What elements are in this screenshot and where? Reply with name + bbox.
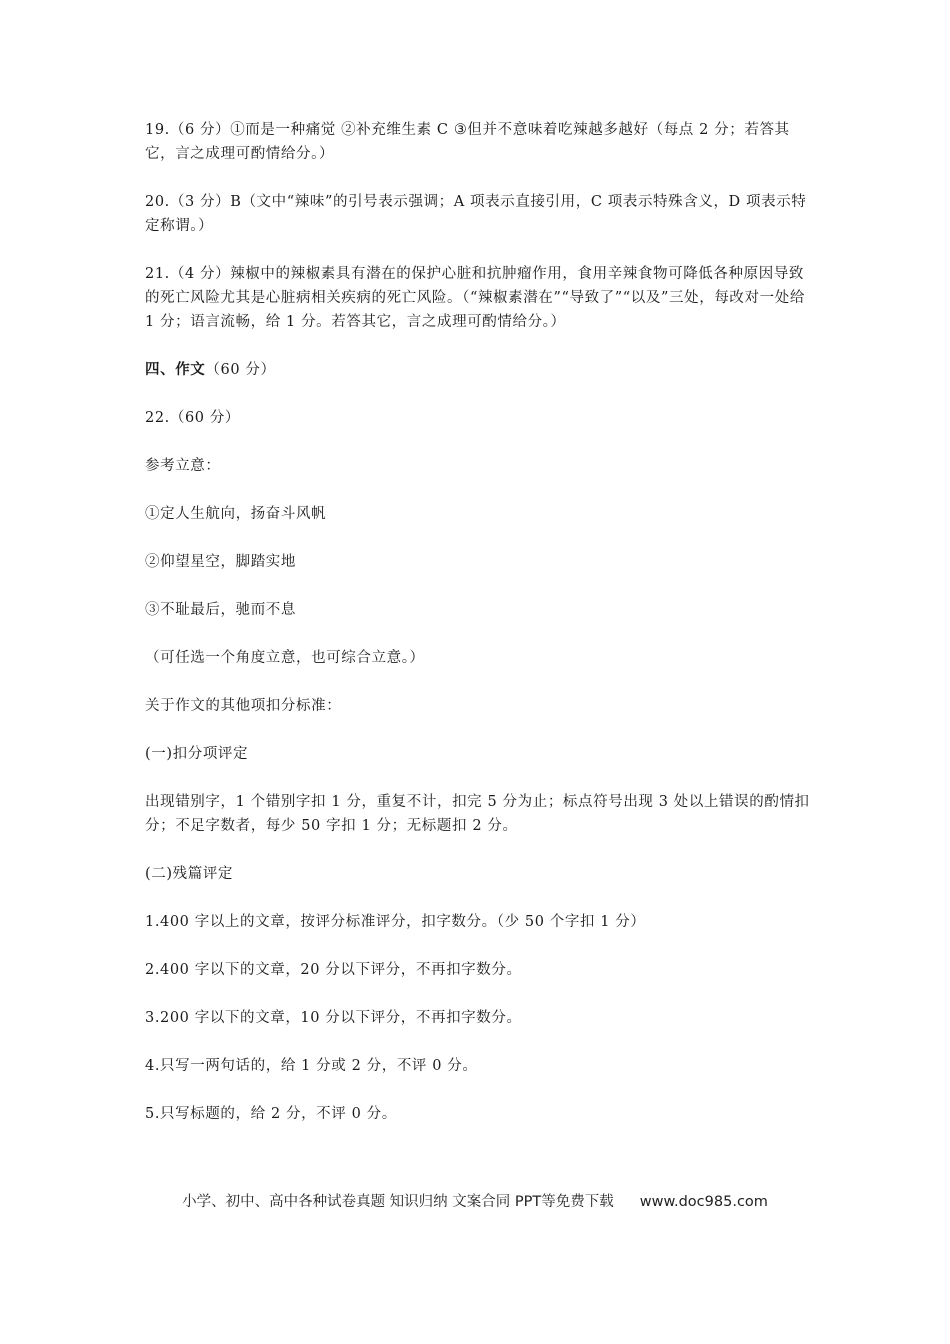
incomplete-rule-1: 1.400 字以上的文章，按评分标准评分，扣字数分。（少 50 个字扣 1 分）: [145, 914, 646, 930]
answer-19: 19.（6 分）①而是一种痛觉 ②补充维生素 C ③但并不意味着吃辣越多越好（每点 2 分；若答其它，言之成理可酌情给分。）: [145, 122, 790, 162]
answer-20: 20.（3 分）B（文中“辣味”的引号表示强调；A 项表示直接引用，C 项表示特殊含义，D 项表示特定称谓。）: [145, 194, 807, 234]
theme-note: （可任选一个角度立意，也可综合立意。）: [145, 650, 425, 666]
footer-url: www.doc985.com: [639, 1194, 768, 1210]
incomplete-rule-5: 5.只写标题的，给 2 分，不评 0 分。: [145, 1106, 397, 1122]
deduction-section-1: (一)扣分项评定: [145, 746, 249, 762]
incomplete-rule-3: 3.200 字以下的文章，10 分以下评分，不再扣字数分。: [145, 1010, 522, 1026]
reference-theme-label: 参考立意：: [145, 458, 221, 474]
answer-21: 21.（4 分）辣椒中的辣椒素具有潜在的保护心脏和抗肿瘤作用，食用辛辣食物可降低各种原因导致的死亡风险尤其是心脏病相关疾病的死亡风险。（“辣椒素潜在”“导致了”“以及”三处，每改对一处给 1 分；语言流畅，给 1 分。若答其它，言之成理可酌情给分。）: [145, 266, 805, 330]
theme-item-1: ①定人生航向，扬奋斗风帆: [145, 506, 327, 522]
deduction-section-2: (二)残篇评定: [145, 866, 234, 882]
incomplete-rule-2: 2.400 字以下的文章，20 分以下评分，不再扣字数分。: [145, 962, 522, 978]
theme-item-3: ③不耻最后，驰而不息: [145, 602, 296, 618]
section-heading-points: （60 分）: [205, 362, 276, 378]
document-body: [145, 118, 813, 1126]
footer-text: 小学、初中、高中各种试卷真题 知识归纳 文案合同 PPT等免费下载: [182, 1194, 614, 1210]
page-footer: [0, 1190, 950, 1211]
section-heading-essay: [145, 358, 813, 382]
deduction-standard-title: 关于作文的其他项扣分标准：: [145, 698, 342, 714]
theme-item-2: ②仰望星空，脚踏实地: [145, 554, 296, 570]
deduction-rules: 出现错别字，1 个错别字扣 1 分，重复不计，扣完 5 分为止；标点符号出现 3 处以上错误的酌情扣分；不足字数者，每少 50 字扣 1 分；无标题扣 2 分。: [145, 794, 810, 834]
section-heading-title: 四、作文: [145, 361, 206, 378]
incomplete-rule-4: 4.只写一两句话的，给 1 分或 2 分，不评 0 分。: [145, 1058, 478, 1074]
question-22: 22.（60 分）: [145, 410, 241, 426]
